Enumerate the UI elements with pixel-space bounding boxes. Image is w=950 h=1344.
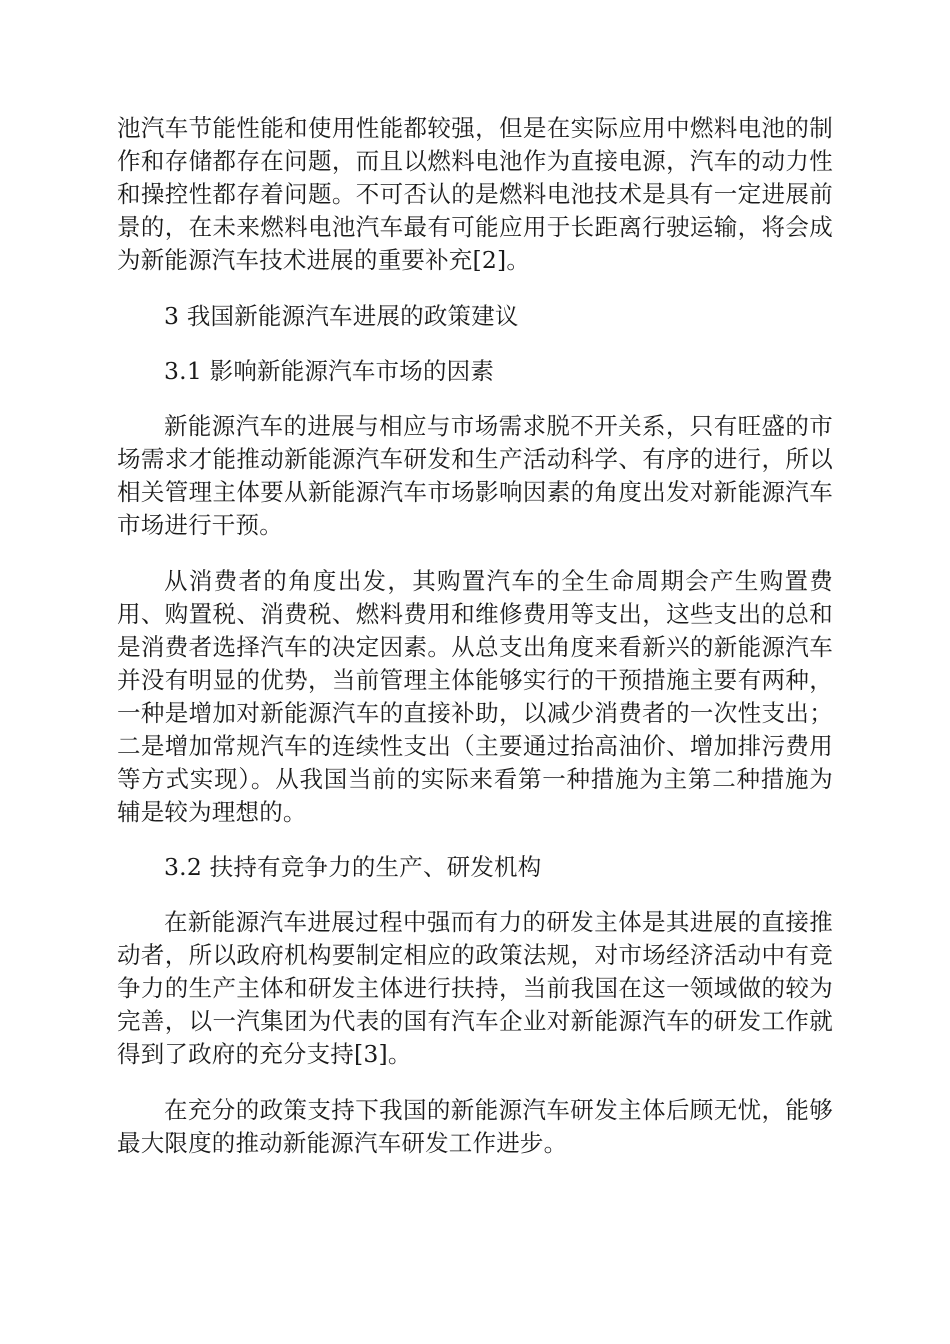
section-heading-3-2: 3.2 扶持有竞争力的生产、研发机构 (164, 853, 542, 881)
body-paragraph-5: 在充分的政策支持下我国的新能源汽车研发主体后顾无忧，能够最大限度的推动新能源汽车研发工作进步。 (117, 1096, 833, 1157)
body-paragraph-2: 新能源汽车的进展与相应与市场需求脱不开关系，只有旺盛的市场需求才能推动新能源汽车研发和生产活动科学、有序的进行，所以相关管理主体要从新能源汽车市场影响因素的角度出发对新能源汽车市场进行干预。 (117, 412, 833, 539)
body-paragraph-4: 在新能源汽车进展过程中强而有力的研发主体是其进展的直接推动者，所以政府机构要制定相应的政策法规，对市场经济活动中有竞争力的生产主体和研发主体进行扶持，当前我国在这一领域做的较为完善，以一汽集团为代表的国有汽车企业对新能源汽车的研发工作就得到了政府的充分支持[3]。 (117, 908, 833, 1068)
section-heading-3-1: 3.1 影响新能源汽车市场的因素 (164, 357, 495, 385)
section-heading-3: 3 我国新能源汽车进展的政策建议 (164, 302, 519, 330)
body-paragraph-3: 从消费者的角度出发，其购置汽车的全生命周期会产生购置费用、购置税、消费税、燃料费用和维修费用等支出，这些支出的总和是消费者选择汽车的决定因素。从总支出角度来看新兴的新能源汽车并没有明显的优势，当前管理主体能够实行的干预措施主要有两种，一种是增加对新能源汽车的直接补助，以减少消费者的一次性支出；二是增加常规汽车的连续性支出（主要通过抬高油价、增加排污费用等方式实现）。从我国当前的实际来看第一种措施为主第二种措施为辅是较为理想的。 (117, 567, 833, 826)
body-paragraph-1: 池汽车节能性能和使用性能都较强，但是在实际应用中燃料电池的制作和存储都存在问题，而且以燃料电池作为直接电源，汽车的动力性和操控性都存着问题。不可否认的是燃料电池技术是具有一定进展前景的，在未来燃料电池汽车最有可能应用于长距离行驶运输，将会成为新能源汽车技术进展的重要补充[2]。 (117, 114, 833, 274)
document-page (117, 112, 833, 1160)
